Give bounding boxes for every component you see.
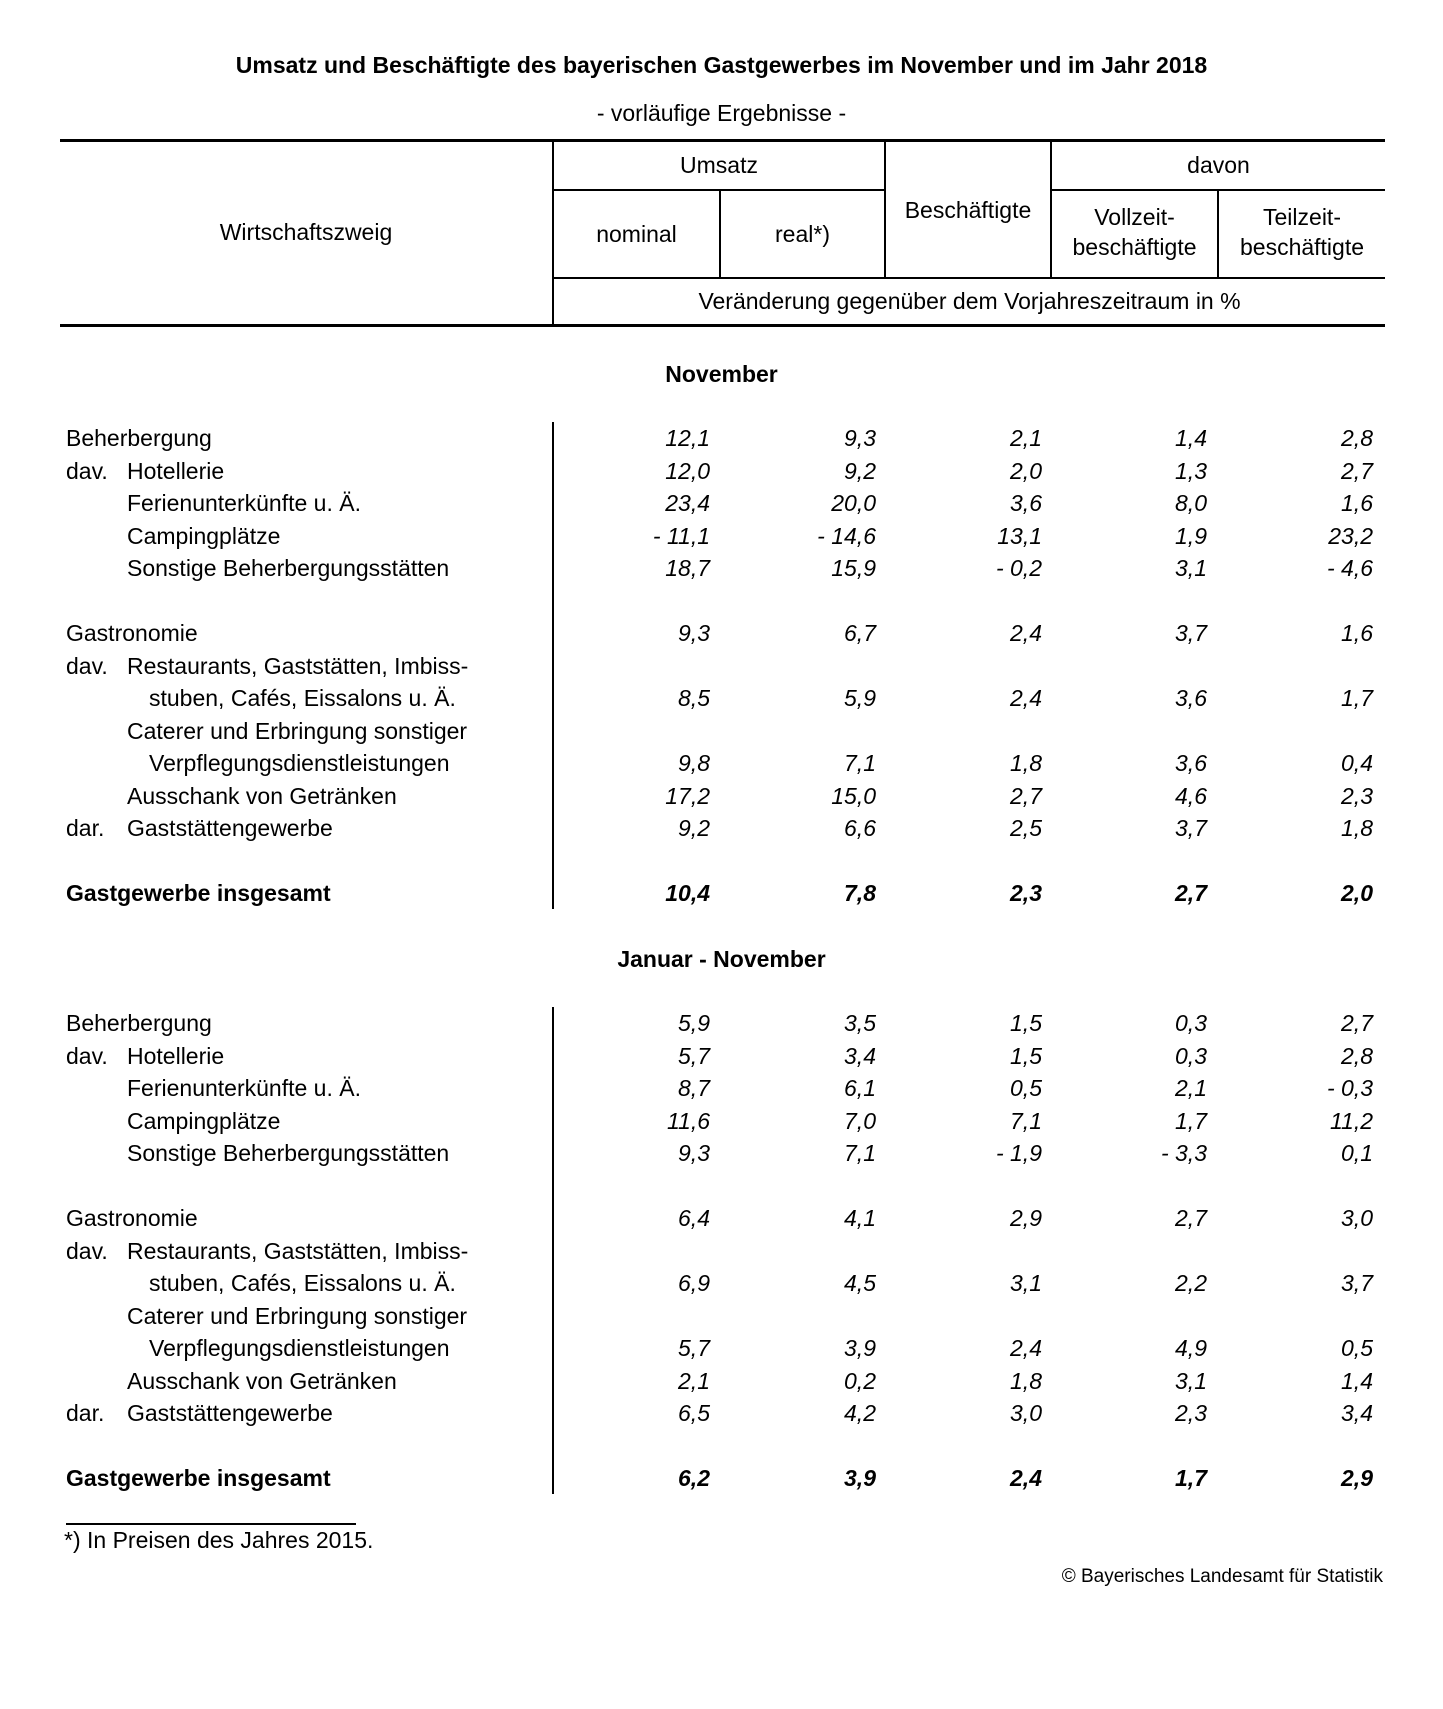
row-label: Caterer und Erbringung sonstiger [127, 717, 468, 744]
header-vollzeit-line1: Vollzeit- [1094, 204, 1175, 230]
table-row [0, 1397, 1443, 1429]
table-row [0, 1332, 1443, 1364]
value-cell: 0,1 [1341, 1140, 1373, 1166]
table-row [0, 552, 1443, 584]
value-cell: 4,1 [844, 1205, 876, 1231]
value-cell: - 0,2 [995, 555, 1042, 581]
footnote: *) In Preisen des Jahres 2015. [64, 1527, 374, 1553]
value-cell: 0,4 [1341, 750, 1373, 776]
value-cell: 5,9 [844, 685, 876, 711]
value-cell: 2,7 [1341, 457, 1373, 484]
row-label: Ferienunterkünfte u. Ä. [127, 1075, 361, 1101]
value-cell: 0,5 [1341, 1335, 1373, 1361]
value-cell: 3,5 [844, 1010, 876, 1036]
table-row [0, 682, 1443, 714]
value-cell: 2,7 [1175, 1205, 1207, 1231]
value-cell: 3,1 [1175, 555, 1207, 581]
footnote-rule [66, 1523, 356, 1525]
value-cell: 9,3 [844, 425, 876, 451]
value-cell: 2,3 [1341, 782, 1373, 809]
table-row [0, 455, 1443, 487]
table-row [0, 617, 1443, 649]
row-label: Sonstige Beherbergungsstätten [127, 555, 450, 581]
row-label: stuben, Cafés, Eissalons u. Ä. [149, 1270, 456, 1296]
row-label: Beherbergung [66, 425, 212, 451]
row-label: Caterer und Erbringung sonstiger [127, 1302, 468, 1329]
value-cell: 1,7 [1341, 685, 1373, 711]
value-cell: 3,9 [844, 1465, 876, 1491]
header-veraenderung: Veränderung gegenüber dem Vorjahreszeitraum in % [698, 288, 1241, 314]
page-title: Umsatz und Beschäftigte des bayerischen Gastgewerbes im November und im Jahr 2018 [235, 52, 1208, 78]
value-cell: 1,8 [1341, 815, 1373, 841]
value-cell: - 11,1 [652, 522, 710, 549]
row-label: Gastronomie [66, 1205, 198, 1231]
row-prefix: dav. [66, 457, 108, 484]
value-cell: 6,9 [678, 1270, 710, 1296]
value-cell: 8,0 [1175, 490, 1207, 516]
value-cell: 7,1 [844, 1140, 876, 1166]
value-cell: 12,0 [665, 457, 710, 484]
value-cell: 1,7 [1175, 1107, 1207, 1134]
value-cell: 1,4 [1341, 1367, 1373, 1394]
value-cell: 2,4 [1010, 620, 1042, 646]
row-prefix: dar. [66, 1400, 105, 1426]
value-cell: 1,5 [1010, 1042, 1042, 1069]
value-cell: 7,0 [844, 1107, 876, 1134]
value-cell: 11,2 [1329, 1107, 1373, 1134]
header-umsatz: Umsatz [680, 152, 758, 178]
value-cell: - 4,6 [1326, 555, 1373, 581]
value-cell: 17,2 [665, 782, 710, 809]
value-cell: - 0,3 [1326, 1075, 1373, 1101]
value-cell: 15,0 [831, 782, 876, 809]
value-cell: 13,1 [997, 522, 1042, 549]
value-cell: 9,8 [678, 750, 710, 776]
table-row [0, 1267, 1443, 1299]
row-label: Restaurants, Gaststätten, Imbiss- [127, 1237, 469, 1264]
value-cell: 2,3 [1010, 880, 1042, 906]
value-cell: 0,3 [1175, 1042, 1207, 1069]
value-cell: 2,4 [1010, 1335, 1042, 1361]
value-cell: 7,8 [844, 880, 876, 906]
row-label: Restaurants, Gaststätten, Imbiss- [127, 652, 469, 679]
header-teilzeit [1219, 202, 1385, 262]
value-cell: 3,7 [1341, 1270, 1373, 1296]
table-row [0, 1072, 1443, 1104]
section-title-jan-nov: Januar - November [617, 946, 826, 972]
value-cell: 15,9 [831, 555, 876, 581]
row-label: Gaststättengewerbe [127, 815, 333, 841]
row-label: Gaststättengewerbe [127, 1400, 333, 1426]
table-row [0, 1105, 1443, 1137]
value-cell: 1,3 [1175, 457, 1207, 484]
value-cell: 9,2 [678, 815, 710, 841]
value-cell: 2,1 [678, 1367, 710, 1394]
value-cell: 4,2 [844, 1400, 876, 1426]
value-cell: 1,6 [1341, 620, 1373, 646]
value-cell: 3,6 [1175, 750, 1207, 776]
value-cell: 3,6 [1010, 490, 1042, 516]
row-prefix: dav. [66, 1042, 108, 1069]
header-wirtschaftszweig: Wirtschaftszweig [219, 219, 393, 245]
table-row [0, 1462, 1443, 1494]
table-row [0, 747, 1443, 779]
header-vollzeit-line2: beschäftigte [1072, 234, 1197, 260]
value-cell: 2,0 [1010, 457, 1042, 484]
value-cell: 6,2 [678, 1465, 710, 1491]
header-bottom-rule [60, 324, 1385, 327]
value-cell: 20,0 [831, 490, 876, 516]
table-row [0, 780, 1443, 812]
value-cell: 3,9 [844, 1335, 876, 1361]
header-vollzeit [1052, 202, 1217, 262]
row-label: Gastronomie [66, 620, 198, 646]
value-cell: 10,4 [665, 880, 710, 906]
value-cell: 1,9 [1175, 522, 1207, 549]
value-cell: 11,6 [666, 1107, 710, 1134]
value-cell: 7,1 [844, 750, 876, 776]
value-cell: 2,4 [1010, 1465, 1042, 1491]
value-cell: 0,5 [1010, 1075, 1042, 1101]
value-cell: 2,5 [1010, 815, 1042, 841]
value-cell: 9,3 [678, 620, 710, 646]
header-rule-units [554, 277, 1385, 279]
value-cell: 4,5 [844, 1270, 876, 1296]
value-cell: 5,7 [678, 1042, 710, 1069]
value-cell: 0,2 [844, 1367, 876, 1394]
page-subtitle: - vorläufige Ergebnisse - [596, 100, 847, 126]
value-cell: 6,7 [844, 620, 876, 646]
value-cell: 2,1 [1010, 425, 1042, 451]
table-row [0, 1040, 1443, 1072]
value-cell: 1,8 [1010, 750, 1042, 776]
row-label: Hotellerie [127, 1042, 225, 1069]
value-cell: 2,8 [1341, 425, 1373, 451]
value-cell: - 3,3 [1160, 1140, 1207, 1166]
value-cell: 1,4 [1175, 425, 1207, 451]
value-cell: 1,8 [1010, 1367, 1042, 1394]
value-cell: 6,4 [678, 1205, 710, 1231]
value-cell: 2,4 [1010, 685, 1042, 711]
header-real: real*) [775, 221, 830, 247]
row-prefix: dav. [66, 652, 108, 679]
value-cell: 2,1 [1175, 1075, 1207, 1101]
row-label: Campingplätze [127, 1107, 281, 1134]
table-top-rule [60, 139, 1385, 142]
table-row [0, 715, 1443, 747]
value-cell: 6,1 [844, 1075, 876, 1101]
value-cell: 5,9 [678, 1010, 710, 1036]
row-label: stuben, Cafés, Eissalons u. Ä. [149, 685, 456, 711]
value-cell: - 14,6 [817, 522, 876, 549]
value-cell: 2,9 [1341, 1465, 1373, 1491]
value-cell: 5,7 [678, 1335, 710, 1361]
value-cell: 9,2 [844, 457, 876, 484]
value-cell: 1,7 [1175, 1465, 1207, 1491]
value-cell: 4,6 [1175, 782, 1207, 809]
value-cell: 3,4 [844, 1042, 876, 1069]
row-label: Verpflegungsdienstleistungen [149, 750, 450, 776]
table-row [0, 422, 1443, 454]
value-cell: 2,7 [1341, 1010, 1373, 1036]
value-cell: 6,5 [678, 1400, 710, 1426]
row-label: Hotellerie [127, 457, 225, 484]
header-teilzeit-line2: beschäftigte [1239, 234, 1365, 260]
value-cell: - 1,9 [995, 1140, 1042, 1166]
value-cell: 4,9 [1175, 1335, 1207, 1361]
value-cell: 3,6 [1175, 685, 1207, 711]
value-cell: 3,1 [1010, 1270, 1042, 1296]
table-row [0, 1235, 1443, 1267]
row-label: Sonstige Beherbergungsstätten [127, 1140, 450, 1166]
value-cell: 6,6 [844, 815, 876, 841]
row-label: Verpflegungsdienstleistungen [149, 1335, 450, 1361]
value-cell: 3,7 [1175, 620, 1207, 646]
value-cell: 2,9 [1010, 1205, 1042, 1231]
row-label: Campingplätze [127, 522, 281, 549]
value-cell: 3,0 [1010, 1400, 1042, 1426]
value-cell: 1,6 [1341, 490, 1373, 516]
row-label: Ausschank von Getränken [127, 1367, 397, 1394]
value-cell: 8,5 [678, 685, 710, 711]
row-prefix: dav. [66, 1237, 108, 1264]
value-cell: 23,4 [665, 490, 710, 516]
value-cell: 7,1 [1010, 1107, 1042, 1134]
value-cell: 3,1 [1175, 1367, 1207, 1394]
table-row [0, 1202, 1443, 1234]
row-label: Beherbergung [66, 1010, 212, 1036]
value-cell: 2,8 [1341, 1042, 1373, 1069]
table-row [0, 650, 1443, 682]
value-cell: 8,7 [678, 1075, 710, 1101]
value-cell: 2,0 [1341, 880, 1373, 906]
value-cell: 2,7 [1010, 782, 1042, 809]
value-cell: 9,3 [678, 1140, 710, 1166]
table-row [0, 1007, 1443, 1039]
row-label: Gastgewerbe insgesamt [66, 880, 331, 906]
copyright: © Bayerisches Landesamt für Statistik [1061, 1566, 1383, 1587]
value-cell: 3,4 [1341, 1400, 1373, 1426]
table-row [0, 520, 1443, 552]
value-cell: 2,7 [1175, 880, 1207, 906]
value-cell: 0,3 [1175, 1010, 1207, 1036]
value-cell: 1,5 [1010, 1010, 1042, 1036]
value-cell: 3,7 [1175, 815, 1207, 841]
value-cell: 23,2 [1328, 522, 1373, 549]
header-beschaeftigte: Beschäftigte [904, 197, 1032, 223]
row-label: Ausschank von Getränken [127, 782, 397, 809]
header-davon: davon [1187, 152, 1250, 178]
value-cell: 18,7 [665, 555, 710, 581]
table-row [0, 1300, 1443, 1332]
row-label: Ferienunterkünfte u. Ä. [127, 490, 361, 516]
row-prefix: dar. [66, 815, 105, 841]
value-cell: 2,2 [1175, 1270, 1207, 1296]
value-cell: 2,3 [1175, 1400, 1207, 1426]
table-row [0, 487, 1443, 519]
value-cell: 3,0 [1341, 1205, 1373, 1231]
table-row [0, 1137, 1443, 1169]
table-row [0, 1365, 1443, 1397]
table-row [0, 812, 1443, 844]
header-teilzeit-line1: Teilzeit- [1263, 204, 1341, 230]
header-nominal: nominal [596, 221, 677, 247]
value-cell: 12,1 [665, 425, 710, 451]
section-title-november: November [665, 361, 778, 387]
table-row [0, 877, 1443, 909]
row-label: Gastgewerbe insgesamt [66, 1465, 331, 1491]
